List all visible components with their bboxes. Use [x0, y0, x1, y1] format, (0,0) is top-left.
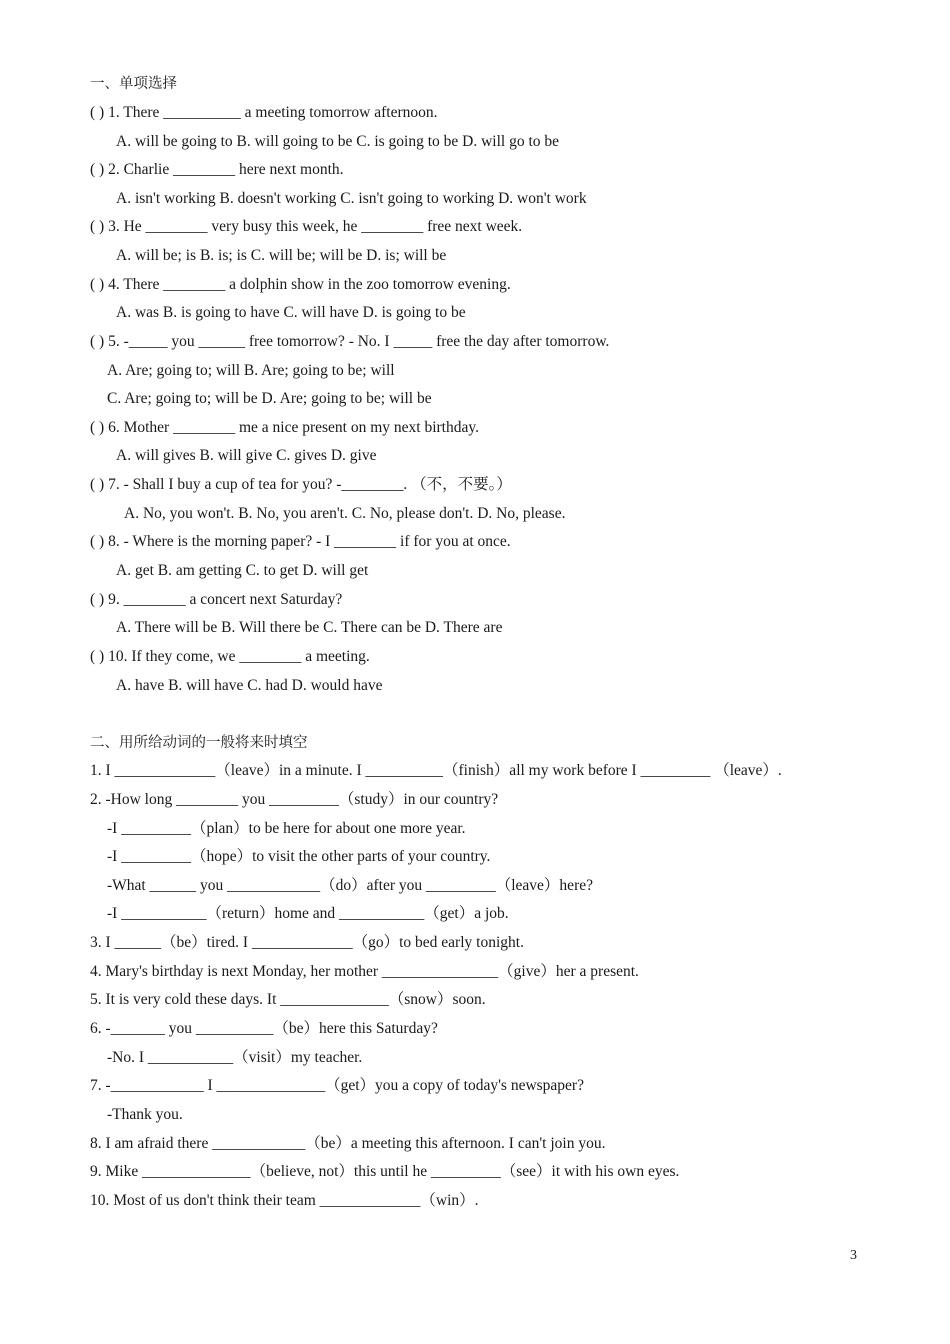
q2-2-line3: -I _________（hope）to visit the other parts of your country. — [107, 848, 491, 865]
section1-heading: 一、单项选择 — [90, 76, 177, 92]
q2-1: 1. I _____________（leave）in a minute. I __________（finish）all my work before I _________ （leave）. — [90, 762, 782, 779]
q1-6: ( ) 6. Mother ________ me a nice present on my next birthday. — [90, 419, 479, 436]
q2-10: 10. Most of us don't think their team _____________（win）. — [90, 1192, 479, 1209]
q2-3: 3. I ______（be）tired. I _____________（go）to bed early tonight. — [90, 934, 524, 951]
q1-6-options: A. will gives B. will give C. gives D. give — [116, 447, 377, 464]
q1-3: ( ) 3. He ________ very busy this week, he ________ free next week. — [90, 218, 523, 235]
q1-2-options: A. isn't working B. doesn't working C. isn't going to working D. won't work — [116, 190, 587, 207]
q2-8: 8. I am afraid there ____________（be）a meeting this afternoon. I can't join you. — [90, 1135, 606, 1152]
q1-4-options: A. was B. is going to have C. will have D. is going to be — [116, 304, 466, 321]
q1-10: ( ) 10. If they come, we ________ a meeting. — [90, 648, 370, 665]
q1-9: ( ) 9. ________ a concert next Saturday? — [90, 591, 343, 608]
q2-4: 4. Mary's birthday is next Monday, her mother _______________（give）her a present. — [90, 963, 639, 980]
q1-5: ( ) 5. -_____ you ______ free tomorrow? - No. I _____ free the day after tomorrow. — [90, 333, 610, 350]
q2-2-line4: -What ______ you ____________（do）after you _________（leave）here? — [107, 877, 593, 894]
q2-2-line2: -I _________（plan）to be here for about one more year. — [107, 820, 466, 837]
section2-heading: 二、用所给动词的一般将来时填空 — [90, 735, 308, 751]
q1-4: ( ) 4. There ________ a dolphin show in the zoo tomorrow evening. — [90, 276, 511, 293]
q1-7-options: A. No, you won't. B. No, you aren't. C. No, please don't. D. No, please. — [124, 505, 566, 522]
q2-5: 5. It is very cold these days. It ______________（snow）soon. — [90, 991, 486, 1008]
q1-5-options-c: C. Are; going to; will be D. Are; going to be; will be — [107, 390, 432, 407]
q1-2: ( ) 2. Charlie ________ here next month. — [90, 161, 344, 178]
q2-9: 9. Mike ______________（believe, not）this until he _________（see）it with his own eyes. — [90, 1163, 680, 1180]
q1-9-options: A. There will be B. Will there be C. There can be D. There are — [116, 619, 503, 636]
q1-5-options-a: A. Are; going to; will B. Are; going to be; will — [107, 362, 395, 379]
q1-8: ( ) 8. - Where is the morning paper? - I ________ if for you at once. — [90, 533, 511, 550]
q1-10-options: A. have B. will have C. had D. would have — [116, 677, 383, 694]
page-number: 3 — [850, 1248, 857, 1263]
q2-7-line2: -Thank you. — [107, 1106, 183, 1123]
q2-7: 7. -____________ I ______________（get）you a copy of today's newspaper? — [90, 1077, 584, 1094]
q1-1: ( ) 1. There __________ a meeting tomorrow afternoon. — [90, 104, 438, 121]
q1-3-options: A. will be; is B. is; is C. will be; will be D. is; will be — [116, 247, 447, 264]
q2-2: 2. -How long ________ you _________（study）in our country? — [90, 791, 499, 808]
q2-6-line2: -No. I ___________（visit）my teacher. — [107, 1049, 363, 1066]
q2-6: 6. -_______ you __________（be）here this Saturday? — [90, 1020, 438, 1037]
q1-8-options: A. get B. am getting C. to get D. will get — [116, 562, 369, 579]
q2-2-line5: -I ___________（return）home and ___________（get）a job. — [107, 905, 509, 922]
q1-1-options: A. will be going to B. will going to be C. is going to be D. will go to be — [116, 133, 560, 150]
q1-7: ( ) 7. - Shall I buy a cup of tea for you? -________. （不，不要。） — [90, 476, 512, 493]
